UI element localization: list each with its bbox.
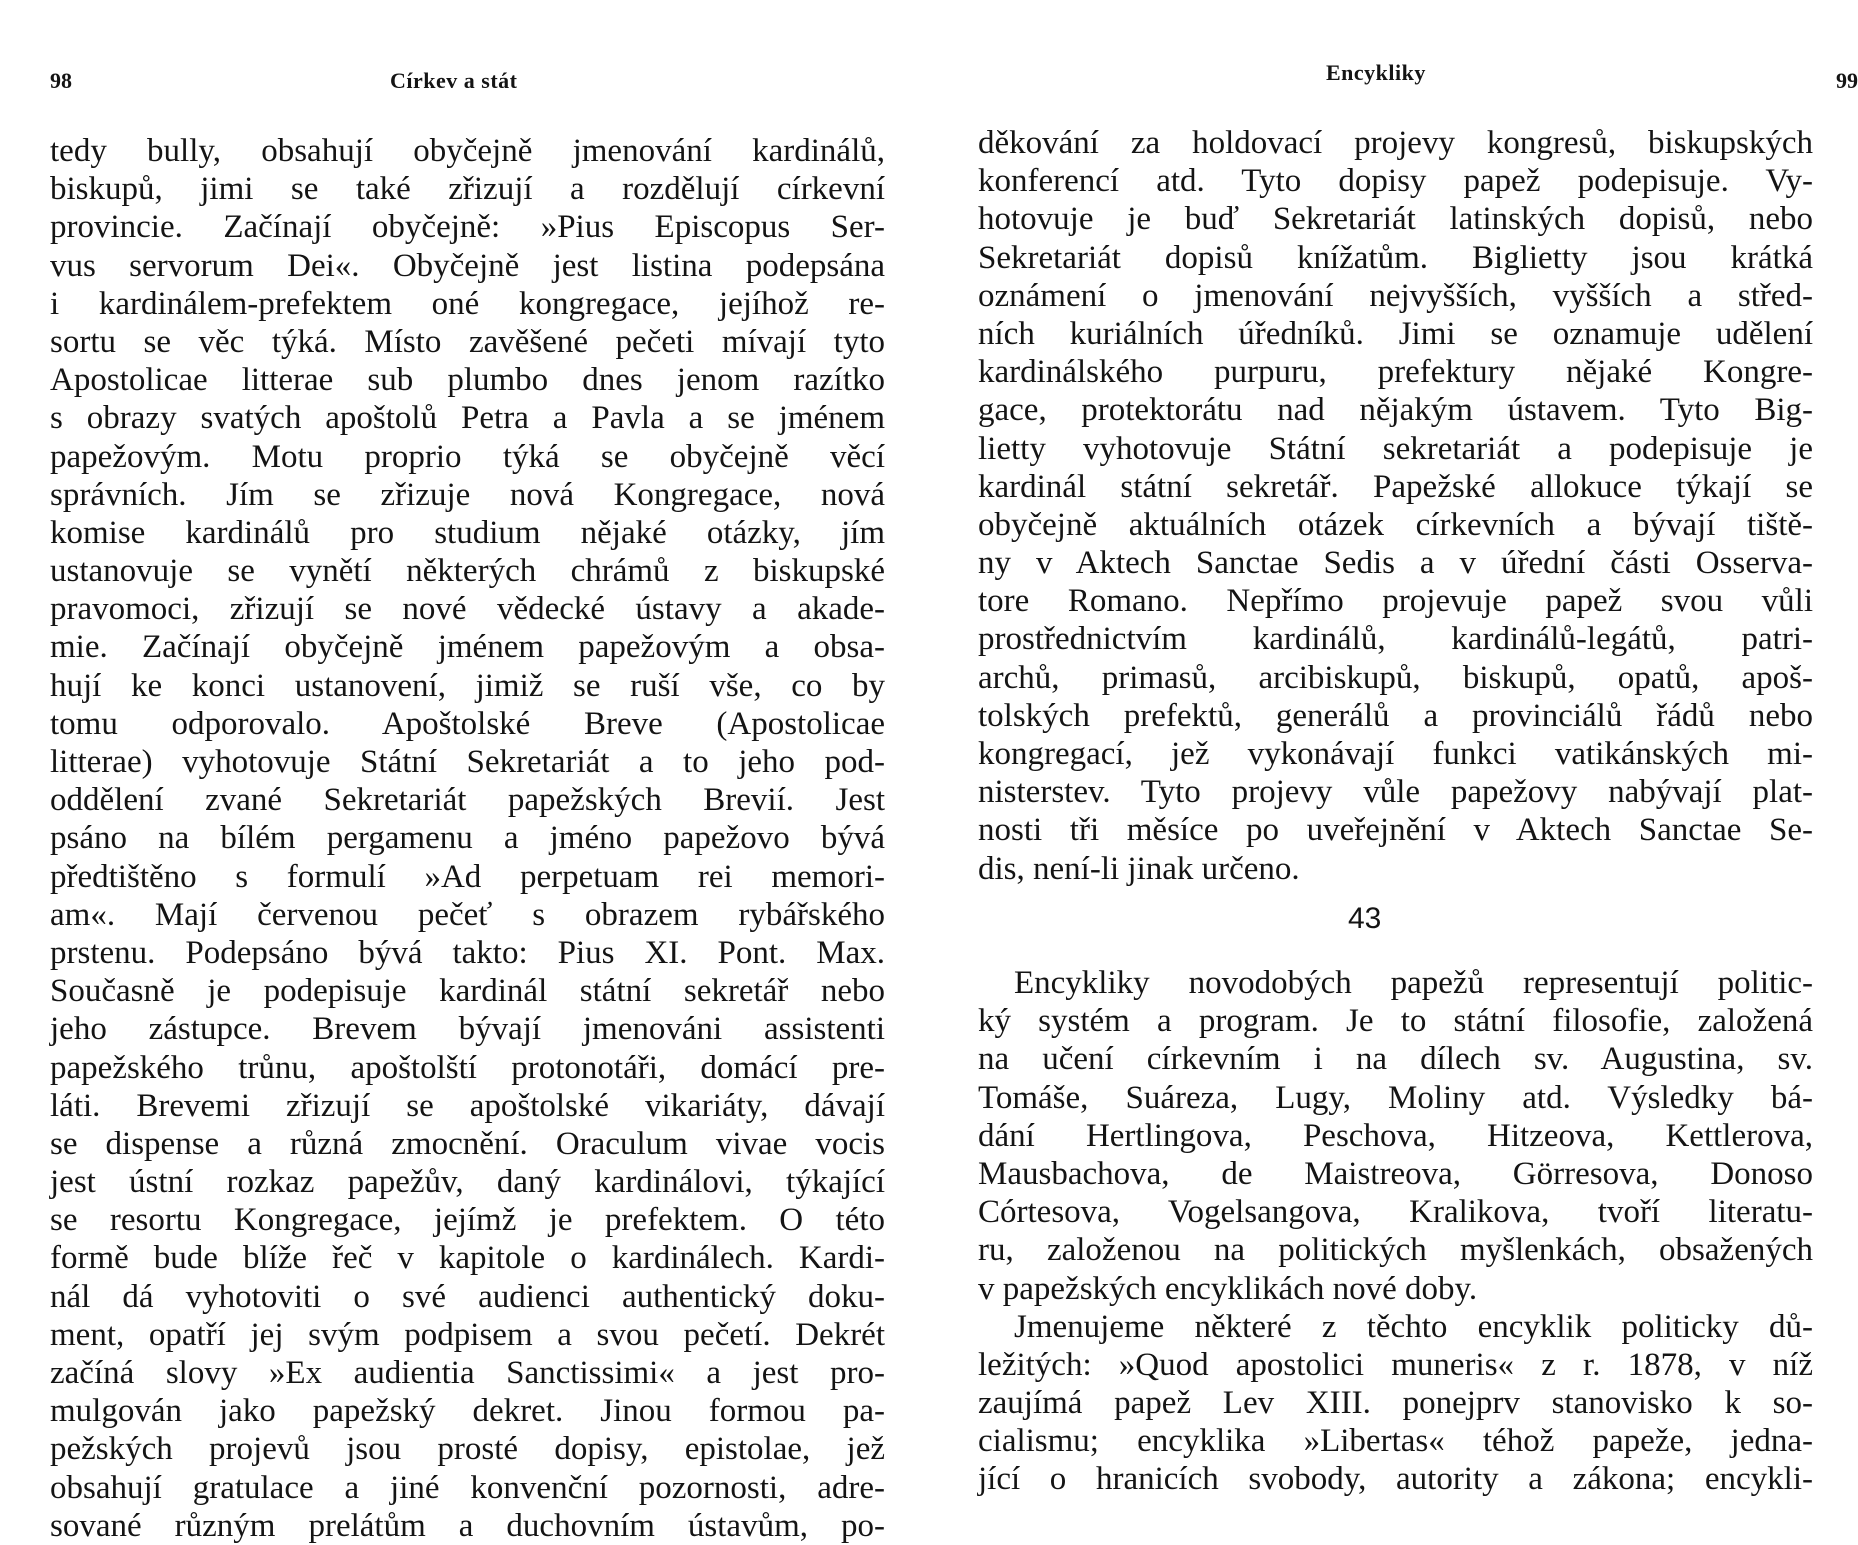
left-running-title: Církev a stát [390,68,518,93]
text-line: Tomáše, Suáreza, Lugy, Moliny atd. Výsledky bá- [978,1079,1813,1116]
text-line: kardinál státní sekretář. Papežské allokuce týkají se [978,468,1813,505]
text-line: láti. Brevemi zřizují se apoštolské vikariáty, dávají [50,1087,885,1124]
text-line: oddělení zvané Sekretariát papežských Brevií. Jest [50,782,885,819]
text-line: Córtesova, Vogelsangova, Kralikova, tvoří literatu- [978,1194,1813,1231]
right-running-title: Encykliky [1326,60,1426,85]
text-line: Encykliky novodobých papežů representují politic- [1014,965,1813,1001]
section-number: 43 [1348,902,1382,935]
text-line: Apostolicae litterae sub plumbo dnes jenom razítko [50,362,885,399]
text-line: děkování za holdovací projevy kongresů, biskupských [978,125,1813,161]
text-line: předtištěno s formulí »Ad perpetuam rei memori- [50,858,885,895]
left-body-text [50,132,885,1545]
text-line: ležitých: »Quod apostolici muneris« z r. 1878, v níž [978,1346,1813,1383]
text-line: gace, protektorátu nad nějakým ústavem. Tyto Big- [978,392,1813,429]
text-line: sované různým prelátům a duchovním ústavům, po- [50,1507,885,1544]
text-line: se resortu Kongregace, jejímž je prefektem. O této [50,1202,885,1239]
text-line: ment, opatří jej svým podpisem a svou pečetí. Dekrét [50,1316,885,1353]
text-line: pravomoci, zřizují se nové vědecké ústavy a akade- [50,591,885,628]
text-line: mulgován jako papežský dekret. Jinou formou pa- [50,1393,885,1430]
text-line: dání Hertlingova, Peschova, Hitzeova, Kettlerova, [978,1117,1813,1154]
text-line: kardinálského purpuru, prefektury nějaké Kongre- [978,354,1813,391]
text-line: jeho zástupce. Brevem bývají jmenováni assistenti [50,1011,885,1048]
text-line: na učení církevním i na dílech sv. Augustina, sv. [978,1041,1813,1078]
text-line: lietty vyhotovuje Státní sekretariát a podepisuje je [978,430,1813,467]
text-line: litterae) vyhotovuje Státní Sekretariát a to jeho pod- [50,744,885,780]
text-line: ních kuriálních úředníků. Jimi se oznamuje udělení [978,315,1813,352]
text-line: hují ke konci ustanovení, jimiž se ruší vše, co by [50,667,885,704]
text-line: kongregací, jež vykonávají funkci vatikánských mi- [978,736,1813,772]
text-line: sortu se věc týká. Místo zavěšené pečeti mívají tyto [50,323,885,360]
text-line: psáno na bílém pergamenu a jméno papežovo bývá [50,820,885,857]
text-line: jící o hranicích svobody, autority a zákona; encykli- [978,1461,1813,1498]
text-line: mie. Začínají obyčejně jménem papežovým a obsa- [50,629,885,666]
text-line: Mausbachova, de Maistreova, Görresova, Donoso [978,1155,1813,1192]
text-line: Současně je podepisuje kardinál státní sekretář nebo [50,973,885,1010]
text-line: formě bude blíže řeč v kapitole o kardinálech. Kardi- [50,1240,885,1277]
text-line: prstenu. Podepsáno bývá takto: Pius XI. Pont. Max. [50,934,885,971]
text-line: ustanovuje se vynětí některých chrámů z biskupské [50,553,885,590]
text-line: tedy bully, obsahují obyčejně jmenování kardinálů, [50,133,885,169]
text-line: papežovým. Motu proprio týká se obyčejně věcí [50,438,885,475]
right-page-header [978,0,1858,93]
text-line: vus servorum Dei«. Obyčejně jest listina podepsána [50,247,885,284]
text-line: papežského trůnu, apoštolští protonotáři, domácí pre- [50,1049,885,1086]
text-line: konferencí atd. Tyto dopisy papež podepisuje. Vy- [978,163,1813,200]
section-body-text [978,964,1813,1499]
text-line: Sekretariát dopisů knížatům. Biglietty jsou krátká [978,239,1813,276]
text-line: ký systém a program. Je to státní filosofie, založená [978,1003,1813,1040]
text-line: se dispense a různá zmocnění. Oraculum vivae vocis [50,1125,885,1162]
right-body-text [978,124,1813,888]
text-line: prostřednictvím kardinálů, kardinálů-legátů, patri- [978,621,1813,658]
text-line: dis, není-li jinak určeno. [978,850,1300,887]
text-line: nosti tři měsíce po uveřejnění v Aktech Sanctae Se- [978,812,1813,849]
text-line: tomu odporovalo. Apoštolské Breve (Apostolicae [50,705,885,742]
text-line: nál dá vyhotoviti o své audienci authentický doku- [50,1278,885,1315]
text-line: ny v Aktech Sanctae Sedis a v úřední části Osserva- [978,545,1813,582]
left-page [50,0,930,1544]
text-line: správních. Jím se zřizuje nová Kongregace, nová [50,476,885,513]
text-line: s obrazy svatých apoštolů Petra a Pavla a se jménem [50,400,885,437]
text-line: obyčejně aktuálních otázek církevních a bývají tiště- [978,506,1813,543]
text-line: ru, založenou na politických myšlenkách, obsažených [978,1232,1813,1269]
text-line: zaujímá papež Lev XIII. ponejprv stanovisko k so- [978,1385,1813,1422]
text-line: tolských prefektů, generálů a provinciálů řádů nebo [978,697,1813,734]
text-line: komise kardinálů pro studium nějaké otázky, jím [50,514,885,551]
text-line: Jmenujeme některé z těchto encyklik politicky dů- [1014,1308,1813,1345]
text-line: am«. Mají červenou pečeť s obrazem rybářského [50,896,885,933]
text-line: archů, primasů, arcibiskupů, biskupů, opatů, apoš- [978,659,1813,696]
text-line: v papežských encyklikách nové doby. [978,1270,1478,1307]
text-line: cialismu; encyklika »Libertas« téhož papeže, jedna- [978,1423,1813,1460]
text-line: oznámení o jmenování nejvyšších, vyšších a střed- [978,277,1813,314]
text-line: nisterstev. Tyto projevy vůle papežovy nabývají plat- [978,774,1813,811]
left-page-header [50,0,930,93]
text-line: začíná slovy »Ex audientia Sanctissimi« a jest pro- [50,1355,885,1391]
text-line: provincie. Začínají obyčejně: »Pius Episcopus Ser- [50,209,885,246]
right-page-number: 99 [1836,68,1858,93]
text-line: i kardinálem-prefektem oné kongregace, jejíhož re- [50,285,885,322]
left-page-number: 98 [50,68,72,93]
text-line: jest ústní rozkaz papežův, daný kardinálovi, týkající [50,1164,885,1201]
text-line: obsahují gratulace a jiné konvenční pozornosti, adre- [50,1469,885,1506]
text-line: biskupů, jimi se také zřizují a rozdělují církevní [50,171,885,208]
text-line: pežských projevů jsou prosté dopisy, epistolae, jež [50,1431,885,1468]
text-line: hotovuje je buď Sekretariát latinských dopisů, nebo [978,201,1813,238]
right-page [978,0,1858,1500]
text-line: tore Romano. Nepřímo projevuje papež svou vůli [978,583,1813,620]
